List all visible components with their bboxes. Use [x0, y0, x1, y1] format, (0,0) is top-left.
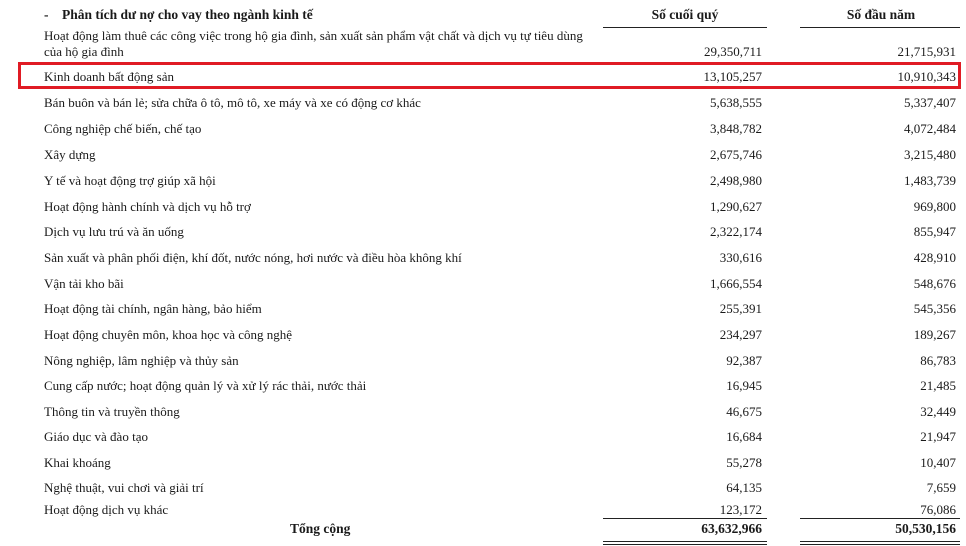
- row-label: Vận tải kho bãi: [44, 276, 124, 291]
- row-end-quarter: 1,666,554: [710, 276, 762, 291]
- total-double-underline-start-year: [800, 541, 960, 542]
- table-row: [0, 372, 966, 398]
- row-label: Xây dựng: [44, 147, 96, 162]
- row-label: Hoạt động làm thuê các công việc trong hộ gia đình, sản xuất sản phẩm vật chất và dịch vụ tự tiêu dùng của hộ gia đình: [44, 28, 583, 59]
- row-label: Hoạt động hành chính và dịch vụ hỗ trợ: [44, 199, 251, 214]
- row-label: Hoạt động chuyên môn, khoa học và công nghệ: [44, 327, 293, 342]
- row-label: Y tế và hoạt động trợ giúp xã hội: [44, 173, 216, 188]
- table-row: [0, 141, 966, 167]
- total-label: Tổng cộng: [290, 521, 351, 536]
- row-start-year: 545,356: [913, 301, 956, 316]
- total-double-underline-end-quarter: [603, 541, 767, 542]
- row-start-year: 32,449: [920, 404, 956, 419]
- row-end-quarter: 13,105,257: [703, 69, 762, 84]
- table-row-highlighted: [0, 63, 966, 89]
- row-label: Kinh doanh bất động sản: [44, 69, 174, 84]
- row-label: Hoạt động dịch vụ khác: [44, 502, 169, 517]
- table-row: [0, 89, 966, 115]
- total-end-quarter: 63,632,966: [701, 521, 762, 536]
- table-row: [0, 347, 966, 373]
- table-row: [0, 115, 966, 141]
- table-row: [0, 474, 966, 500]
- column-header-end-quarter: Số cuối quý: [651, 7, 719, 22]
- row-end-quarter: 92,387: [726, 353, 762, 368]
- total-double-underline-start-year: [800, 544, 960, 545]
- row-end-quarter: 330,616: [719, 250, 762, 265]
- row-end-quarter: 2,675,746: [710, 147, 762, 162]
- row-end-quarter: 5,638,555: [710, 95, 762, 110]
- table-row: [0, 423, 966, 449]
- row-end-quarter: 2,322,174: [710, 224, 762, 239]
- table-row: [0, 295, 966, 321]
- row-label: Nông nghiệp, lâm nghiệp và thủy sản: [44, 353, 239, 368]
- total-start-year: 50,530,156: [895, 521, 956, 536]
- row-start-year: 5,337,407: [904, 95, 956, 110]
- table-row: [0, 244, 966, 270]
- table-row: [0, 26, 966, 66]
- row-label: Bán buôn và bán lẻ; sửa chữa ô tô, mô tô, xe máy và xe có động cơ khác: [44, 95, 421, 110]
- total-top-rule-end-quarter: [603, 518, 767, 519]
- row-start-year: 21,485: [920, 378, 956, 393]
- total-row: [0, 512, 966, 546]
- table-row: [0, 167, 966, 193]
- row-label: Khai khoáng: [44, 455, 111, 470]
- row-start-year: 4,072,484: [904, 121, 956, 136]
- row-start-year: 855,947: [913, 224, 956, 239]
- table-row: [0, 270, 966, 296]
- total-double-underline-end-quarter: [603, 544, 767, 545]
- row-label: Thông tin và truyền thông: [44, 404, 180, 419]
- row-end-quarter: 55,278: [726, 455, 762, 470]
- row-start-year: 10,910,343: [897, 69, 956, 84]
- table-row: [0, 398, 966, 424]
- row-end-quarter: 64,135: [726, 480, 762, 495]
- table-header: [0, 4, 966, 26]
- row-label: Giáo dục và đào tạo: [44, 429, 148, 444]
- row-label: Sản xuất và phân phối điện, khí đốt, nước nóng, hơi nước và điều hòa không khí: [44, 250, 462, 265]
- row-end-quarter: 1,290,627: [710, 199, 762, 214]
- row-label: Nghệ thuật, vui chơi và giải trí: [44, 480, 204, 495]
- row-end-quarter: 234,297: [719, 327, 762, 342]
- row-start-year: 548,676: [913, 276, 956, 291]
- row-end-quarter: 29,350,711: [703, 44, 762, 59]
- row-start-year: 3,215,480: [904, 147, 956, 162]
- row-label: Cung cấp nước; hoạt động quản lý và xử lý rác thải, nước thải: [44, 378, 367, 393]
- row-end-quarter: 46,675: [726, 404, 762, 419]
- row-end-quarter: 3,848,782: [710, 121, 762, 136]
- column-header-start-year: Số đầu năm: [846, 7, 916, 22]
- table-row: [0, 321, 966, 347]
- table-row: [0, 193, 966, 219]
- row-start-year: 86,783: [920, 353, 956, 368]
- row-start-year: 189,267: [913, 327, 956, 342]
- row-start-year: 21,947: [920, 429, 956, 444]
- row-end-quarter: 16,945: [726, 378, 762, 393]
- bullet-dash: -: [44, 7, 49, 22]
- row-start-year: 428,910: [913, 250, 956, 265]
- row-start-year: 10,407: [920, 455, 956, 470]
- row-start-year: 76,086: [920, 502, 956, 517]
- table-row: [0, 449, 966, 475]
- row-start-year: 7,659: [926, 480, 956, 495]
- row-end-quarter: 255,391: [719, 301, 762, 316]
- row-start-year: 969,800: [913, 199, 956, 214]
- row-start-year: 21,715,931: [897, 44, 956, 59]
- row-label: Công nghiệp chế biến, chế tạo: [44, 121, 202, 136]
- row-start-year: 1,483,739: [904, 173, 956, 188]
- total-top-rule-start-year: [800, 518, 960, 519]
- row-end-quarter: 2,498,980: [710, 173, 762, 188]
- row-label: Dịch vụ lưu trú và ăn uống: [44, 224, 184, 239]
- table-row: [0, 218, 966, 244]
- row-end-quarter: 123,172: [719, 502, 762, 517]
- row-end-quarter: 16,684: [726, 429, 762, 444]
- row-label: Hoạt động tài chính, ngân hàng, bảo hiểm: [44, 301, 262, 316]
- section-title: Phân tích dư nợ cho vay theo ngành kinh tế: [62, 7, 313, 22]
